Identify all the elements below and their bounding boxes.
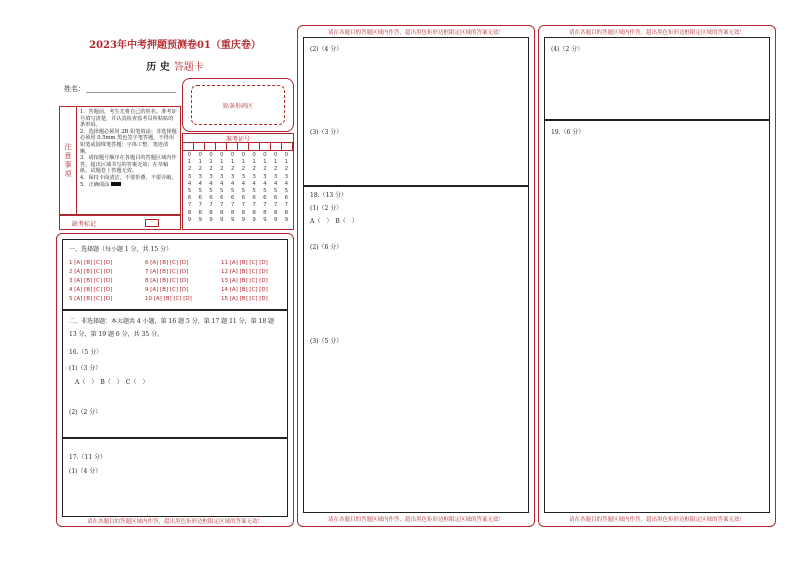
exam-id-digit-bubble[interactable]: 2	[187, 166, 192, 173]
exam-id-digit-bubble[interactable]: 2	[220, 166, 224, 173]
exam-id-digit-bubble[interactable]: 3	[230, 173, 235, 180]
exam-id-digit-bubble[interactable]: 9	[241, 216, 246, 223]
exam-id-digit-bubble[interactable]: 2	[241, 166, 246, 173]
q18-1-label: (1)（2 分）	[310, 205, 343, 212]
absent-label: 缺考标记	[72, 221, 97, 228]
exam-id-digit-bubble[interactable]: 6	[209, 195, 213, 202]
exam-id-cells	[183, 142, 293, 151]
exam-id-digit-bubble[interactable]: 0	[273, 152, 278, 158]
notes-heading: 注意事项	[60, 107, 77, 214]
name-field[interactable]	[86, 92, 176, 93]
exam-id-digit-bubble[interactable]: 5	[230, 188, 235, 195]
exam-id-digit-bubble[interactable]: 4	[252, 180, 256, 187]
exam-id-digit-column	[196, 152, 205, 226]
q18-options: A（ ） B（ ）	[310, 218, 358, 225]
exam-id-digit-bubble[interactable]: 3	[241, 173, 246, 180]
exam-id-digit-bubble[interactable]: 1	[284, 159, 289, 166]
choice-item[interactable]: 13 [A] [B] [C] [D]	[221, 278, 268, 284]
exam-id-digit-bubble[interactable]: 2	[263, 166, 267, 173]
exam-id-digit-bubble[interactable]: 7	[252, 202, 256, 209]
exam-id-digit-bubble[interactable]: 2	[230, 166, 235, 173]
exam-id-digit-bubble[interactable]: 4	[284, 180, 289, 187]
exam-id-digit-bubble[interactable]: 5	[241, 188, 246, 195]
exam-id-digit-bubble[interactable]: 9	[187, 216, 192, 223]
q18-area	[303, 185, 529, 513]
exam-id-digit-bubble[interactable]: 2	[198, 166, 203, 173]
choice-item[interactable]: 2 [A] [B] [C] [D]	[69, 269, 113, 275]
exam-id-digit-bubble[interactable]: 6	[187, 195, 192, 202]
exam-id-digit-bubble[interactable]: 4	[273, 180, 278, 187]
exam-id-digit-bubble[interactable]: 0	[209, 152, 213, 158]
exam-id-digit-column	[271, 152, 280, 226]
exam-id-digit-bubble[interactable]: 2	[284, 166, 289, 173]
note-item: 5．正确填涂	[80, 182, 178, 189]
barcode-area	[182, 78, 294, 132]
subject-label: 历 史	[146, 62, 170, 73]
exam-id-digit-bubble[interactable]: 7	[241, 202, 246, 209]
choice-item[interactable]: 14 [A] [B] [C] [D]	[221, 287, 268, 293]
exam-id-digit-bubble[interactable]: 6	[263, 195, 267, 202]
exam-id-digit-bubble[interactable]: 4	[198, 180, 203, 187]
q17-area	[62, 437, 288, 517]
exam-id-digit-bubble[interactable]: 1	[252, 159, 256, 166]
exam-id-digit-bubble[interactable]: 3	[252, 173, 256, 180]
exam-id-digit-bubble[interactable]: 8	[198, 209, 203, 216]
exam-id-digit-bubble[interactable]: 3	[187, 173, 192, 180]
exam-id-digit-bubble[interactable]: 3	[273, 173, 278, 180]
exam-id-digit-bubble[interactable]: 1	[198, 159, 203, 166]
exam-id-digit-column	[282, 152, 291, 226]
exam-id-digit-bubble[interactable]: 0	[241, 152, 246, 158]
answer-panel-1	[56, 233, 294, 527]
q16-2-label: (2)（2 分）	[69, 409, 102, 416]
exam-id-digit-bubble[interactable]: 7	[263, 202, 267, 209]
exam-id-digit-bubble[interactable]: 3	[284, 173, 289, 180]
page-title: 2023年中考押题预测卷01（重庆卷）	[89, 40, 261, 51]
exam-id-digit-bubble[interactable]: 9	[230, 216, 235, 223]
exam-id-digit-bubble[interactable]: 6	[241, 195, 246, 202]
exam-id-digit-bubble[interactable]: 8	[284, 209, 289, 216]
exam-id-digit-bubble[interactable]: 5	[220, 188, 224, 195]
exam-id-digit-bubble[interactable]: 0	[198, 152, 203, 158]
note-item: 4．保持卡面清洁，不要折叠、不要弄破。	[80, 174, 177, 181]
exam-id-columns	[185, 152, 291, 226]
exam-id-digit-bubble[interactable]: 3	[209, 173, 213, 180]
exam-id-digit-bubble[interactable]: 5	[198, 188, 203, 195]
exam-id-digit-bubble[interactable]: 7	[230, 202, 235, 209]
exam-id-digit-bubble[interactable]: 2	[273, 166, 278, 173]
q17-3-label: (3)（3 分）	[310, 129, 343, 136]
exam-id-digit-bubble[interactable]: 6	[198, 195, 203, 202]
panel3-header: 请在各题目的答题区域内作答，超出黑色矩形边框限定区域的答案无效！	[568, 30, 745, 36]
exam-id-digit-bubble[interactable]: 1	[220, 159, 224, 166]
exam-id-digit-bubble[interactable]: 1	[209, 159, 213, 166]
choice-grid	[69, 260, 283, 305]
exam-id-digit-bubble[interactable]: 9	[273, 216, 278, 223]
choice-item[interactable]: 4 [A] [B] [C] [D]	[69, 287, 113, 293]
exam-id-digit-bubble[interactable]: 0	[252, 152, 256, 158]
section2-heading: 二、非选择题：本大题共 4 小题，第 16 题 5 分，第 17 题 11 分，第 18 题 13 分，第 19 题 6 分，共 35 分。	[69, 318, 275, 338]
exam-id-digit-bubble[interactable]: 0	[263, 152, 267, 158]
exam-id-digit-bubble[interactable]: 4	[187, 180, 192, 187]
q18-2-label: (2)（6 分）	[310, 244, 343, 251]
exam-id-digit-bubble[interactable]: 7	[209, 202, 213, 209]
exam-id-box	[182, 133, 294, 230]
exam-id-digit-bubble[interactable]: 1	[230, 159, 235, 166]
panel2-header: 请在各题目的答题区域内作答，超出黑色矩形边框限定区域的答案无效！	[327, 30, 504, 36]
exam-id-digit-bubble[interactable]: 5	[187, 188, 192, 195]
exam-id-digit-bubble[interactable]: 4	[263, 180, 267, 187]
exam-id-digit-bubble[interactable]: 7	[284, 202, 289, 209]
panel3-footer: 请在各题目的答题区域内作答，超出黑色矩形边框限定区域的答案无效！	[568, 517, 745, 523]
q17-cont-area	[303, 37, 529, 187]
exam-id-digit-bubble[interactable]: 6	[252, 195, 256, 202]
exam-id-digit-bubble[interactable]: 1	[187, 159, 192, 166]
choice-item[interactable]: 11 [A] [B] [C] [D]	[221, 260, 268, 266]
exam-id-digit-bubble[interactable]: 4	[220, 180, 224, 187]
exam-id-digit-bubble[interactable]: 9	[252, 216, 256, 223]
exam-id-digit-bubble[interactable]: 0	[220, 152, 224, 158]
choice-row	[69, 260, 283, 269]
exam-id-digit-bubble[interactable]: 9	[284, 216, 289, 223]
choice-item[interactable]: 10 [A] [B] [C] [D]	[145, 296, 192, 302]
exam-id-digit-bubble[interactable]: 8	[252, 209, 256, 216]
exam-id-digit-bubble[interactable]: 3	[198, 173, 203, 180]
exam-id-digit-bubble[interactable]: 5	[273, 188, 278, 195]
subject-title	[60, 58, 290, 73]
q18-label: 18.（13 分）	[310, 192, 348, 199]
choice-row	[69, 296, 283, 305]
q17-label: 17.（11 分）	[69, 454, 107, 461]
exam-id-digit-bubble[interactable]: 0	[187, 152, 192, 158]
exam-id-digit-bubble[interactable]: 5	[284, 188, 289, 195]
note-item: 3．请按题号顺序在各题目的答题区域内作答，超出区域书写的答案无效；在草稿纸、试题卷上答题无效。	[80, 155, 177, 175]
exam-id-digit-bubble[interactable]: 7	[198, 202, 203, 209]
exam-id-digit-bubble[interactable]: 7	[187, 202, 192, 209]
exam-id-digit-bubble[interactable]: 3	[220, 173, 224, 180]
q16-1-label: (1)（3 分）	[69, 365, 102, 372]
choice-area	[62, 239, 288, 311]
exam-id-digit-bubble[interactable]: 9	[198, 216, 203, 223]
exam-id-digit-bubble[interactable]: 0	[284, 152, 289, 158]
exam-id-digit-bubble[interactable]: 8	[241, 209, 246, 216]
exam-id-digit-bubble[interactable]: 4	[230, 180, 235, 187]
note-item: 2．选择题必须用 2B 铅笔填涂；非选择题必须用 0.5mm 黑色签字笔答题，不得用铅笔或圆珠笔答题；字体工整、笔迹清晰。	[80, 128, 177, 155]
exam-id-digit-bubble[interactable]: 8	[187, 209, 192, 216]
choice-item[interactable]: 5 [A] [B] [C] [D]	[69, 296, 113, 302]
exam-id-digit-bubble[interactable]: 1	[263, 159, 267, 166]
q16-label: 16.（5 分）	[69, 349, 103, 356]
panel1-footer: 请在各题目的答题区域内作答，超出黑色矩形边框限定区域的答案无效！	[86, 519, 263, 525]
choice-item[interactable]: 3 [A] [B] [C] [D]	[69, 278, 113, 284]
choice-item[interactable]: 12 [A] [B] [C] [D]	[221, 269, 268, 275]
exam-id-digit-bubble[interactable]: 7	[273, 202, 278, 209]
exam-id-digit-column	[207, 152, 216, 226]
choice-row	[69, 269, 283, 278]
q17-1-label: (1)（4 分）	[69, 468, 102, 475]
exam-id-digit-bubble[interactable]: 2	[252, 166, 256, 173]
exam-id-digit-bubble[interactable]: 5	[263, 188, 267, 195]
exam-id-digit-bubble[interactable]: 4	[241, 180, 246, 187]
notes-box	[59, 106, 181, 215]
card-label: 答题卡	[173, 62, 204, 73]
exam-id-label: 准考证号	[183, 134, 293, 143]
exam-id-digit-bubble[interactable]: 9	[220, 216, 224, 223]
choice-row	[69, 287, 283, 296]
filled-sample-icon	[111, 182, 121, 186]
exam-id-digit-bubble[interactable]: 1	[241, 159, 246, 166]
exam-id-digit-bubble[interactable]: 6	[230, 195, 235, 202]
choice-item[interactable]: 9 [A] [B] [C] [D]	[145, 287, 189, 293]
choice-item[interactable]: 7 [A] [B] [C] [D]	[145, 269, 189, 275]
exam-id-digit-column	[217, 152, 226, 226]
exam-id-digit-bubble[interactable]: 7	[220, 202, 224, 209]
choice-item[interactable]: 1 [A] [B] [C] [D]	[69, 260, 113, 266]
exam-id-digit-bubble[interactable]: 3	[263, 173, 267, 180]
q19-area	[544, 119, 770, 513]
exam-id-digit-bubble[interactable]: 2	[209, 166, 213, 173]
answer-panel-2	[297, 25, 535, 527]
exam-id-digit-bubble[interactable]: 9	[209, 216, 213, 223]
exam-id-digit-bubble[interactable]: 5	[252, 188, 256, 195]
exam-id-digit-bubble[interactable]: 6	[220, 195, 224, 202]
notes-list	[80, 109, 178, 188]
exam-id-digit-bubble[interactable]: 8	[273, 209, 278, 216]
note-item: 1．答题前，考生先将自己的姓名、准考证号填写清楚，并认真检查监考员所粘贴的条形码。	[80, 109, 177, 129]
exam-id-digit-column	[185, 152, 194, 226]
q18-cont-area	[544, 37, 770, 121]
absent-checkbox[interactable]	[145, 219, 159, 227]
choice-item[interactable]: 15 [A] [B] [C] [D]	[221, 296, 268, 302]
exam-id-digit-bubble[interactable]: 5	[209, 188, 213, 195]
panel2-footer: 请在各题目的答题区域内作答，超出黑色矩形边框限定区域的答案无效！	[327, 517, 504, 523]
exam-id-digit-bubble[interactable]: 0	[230, 152, 235, 158]
exam-id-digit-column	[239, 152, 248, 226]
name-label: 姓名：	[64, 85, 85, 93]
exam-id-digit-bubble[interactable]: 4	[209, 180, 213, 187]
exam-id-digit-bubble[interactable]: 8	[220, 209, 224, 216]
q18-4-label: (4)（2 分）	[551, 46, 584, 53]
exam-id-digit-bubble[interactable]: 8	[230, 209, 235, 216]
choice-item[interactable]: 8 [A] [B] [C] [D]	[145, 278, 189, 284]
exam-id-digit-bubble[interactable]: 9	[263, 216, 267, 223]
section1-heading: 一、选择题（每小题 1 分，共 15 分）	[69, 246, 173, 253]
exam-id-digit-bubble[interactable]: 6	[284, 195, 289, 202]
q16-options: A（ ） B（ ） C（ ）	[75, 379, 149, 386]
q18-3-label: (3)（5 分）	[310, 338, 343, 345]
barcode-label: 贴条形码区	[191, 85, 285, 125]
answer-panel-3	[538, 25, 776, 527]
q19-label: 19.（6 分）	[551, 129, 585, 136]
exam-id-digit-bubble[interactable]: 8	[209, 209, 213, 216]
q16-area	[62, 309, 288, 439]
exam-id-digit-bubble[interactable]: 6	[273, 195, 278, 202]
exam-id-digit-bubble[interactable]: 8	[263, 209, 267, 216]
exam-id-digit-column	[260, 152, 269, 226]
absent-mark-row	[59, 215, 181, 230]
exam-id-digit-column	[250, 152, 259, 226]
exam-id-digit-column	[228, 152, 237, 226]
choice-item[interactable]: 6 [A] [B] [C] [D]	[145, 260, 189, 266]
choice-row	[69, 278, 283, 287]
exam-id-digit-bubble[interactable]: 1	[273, 159, 278, 166]
q17-2-label: (2)（4 分）	[310, 46, 343, 53]
